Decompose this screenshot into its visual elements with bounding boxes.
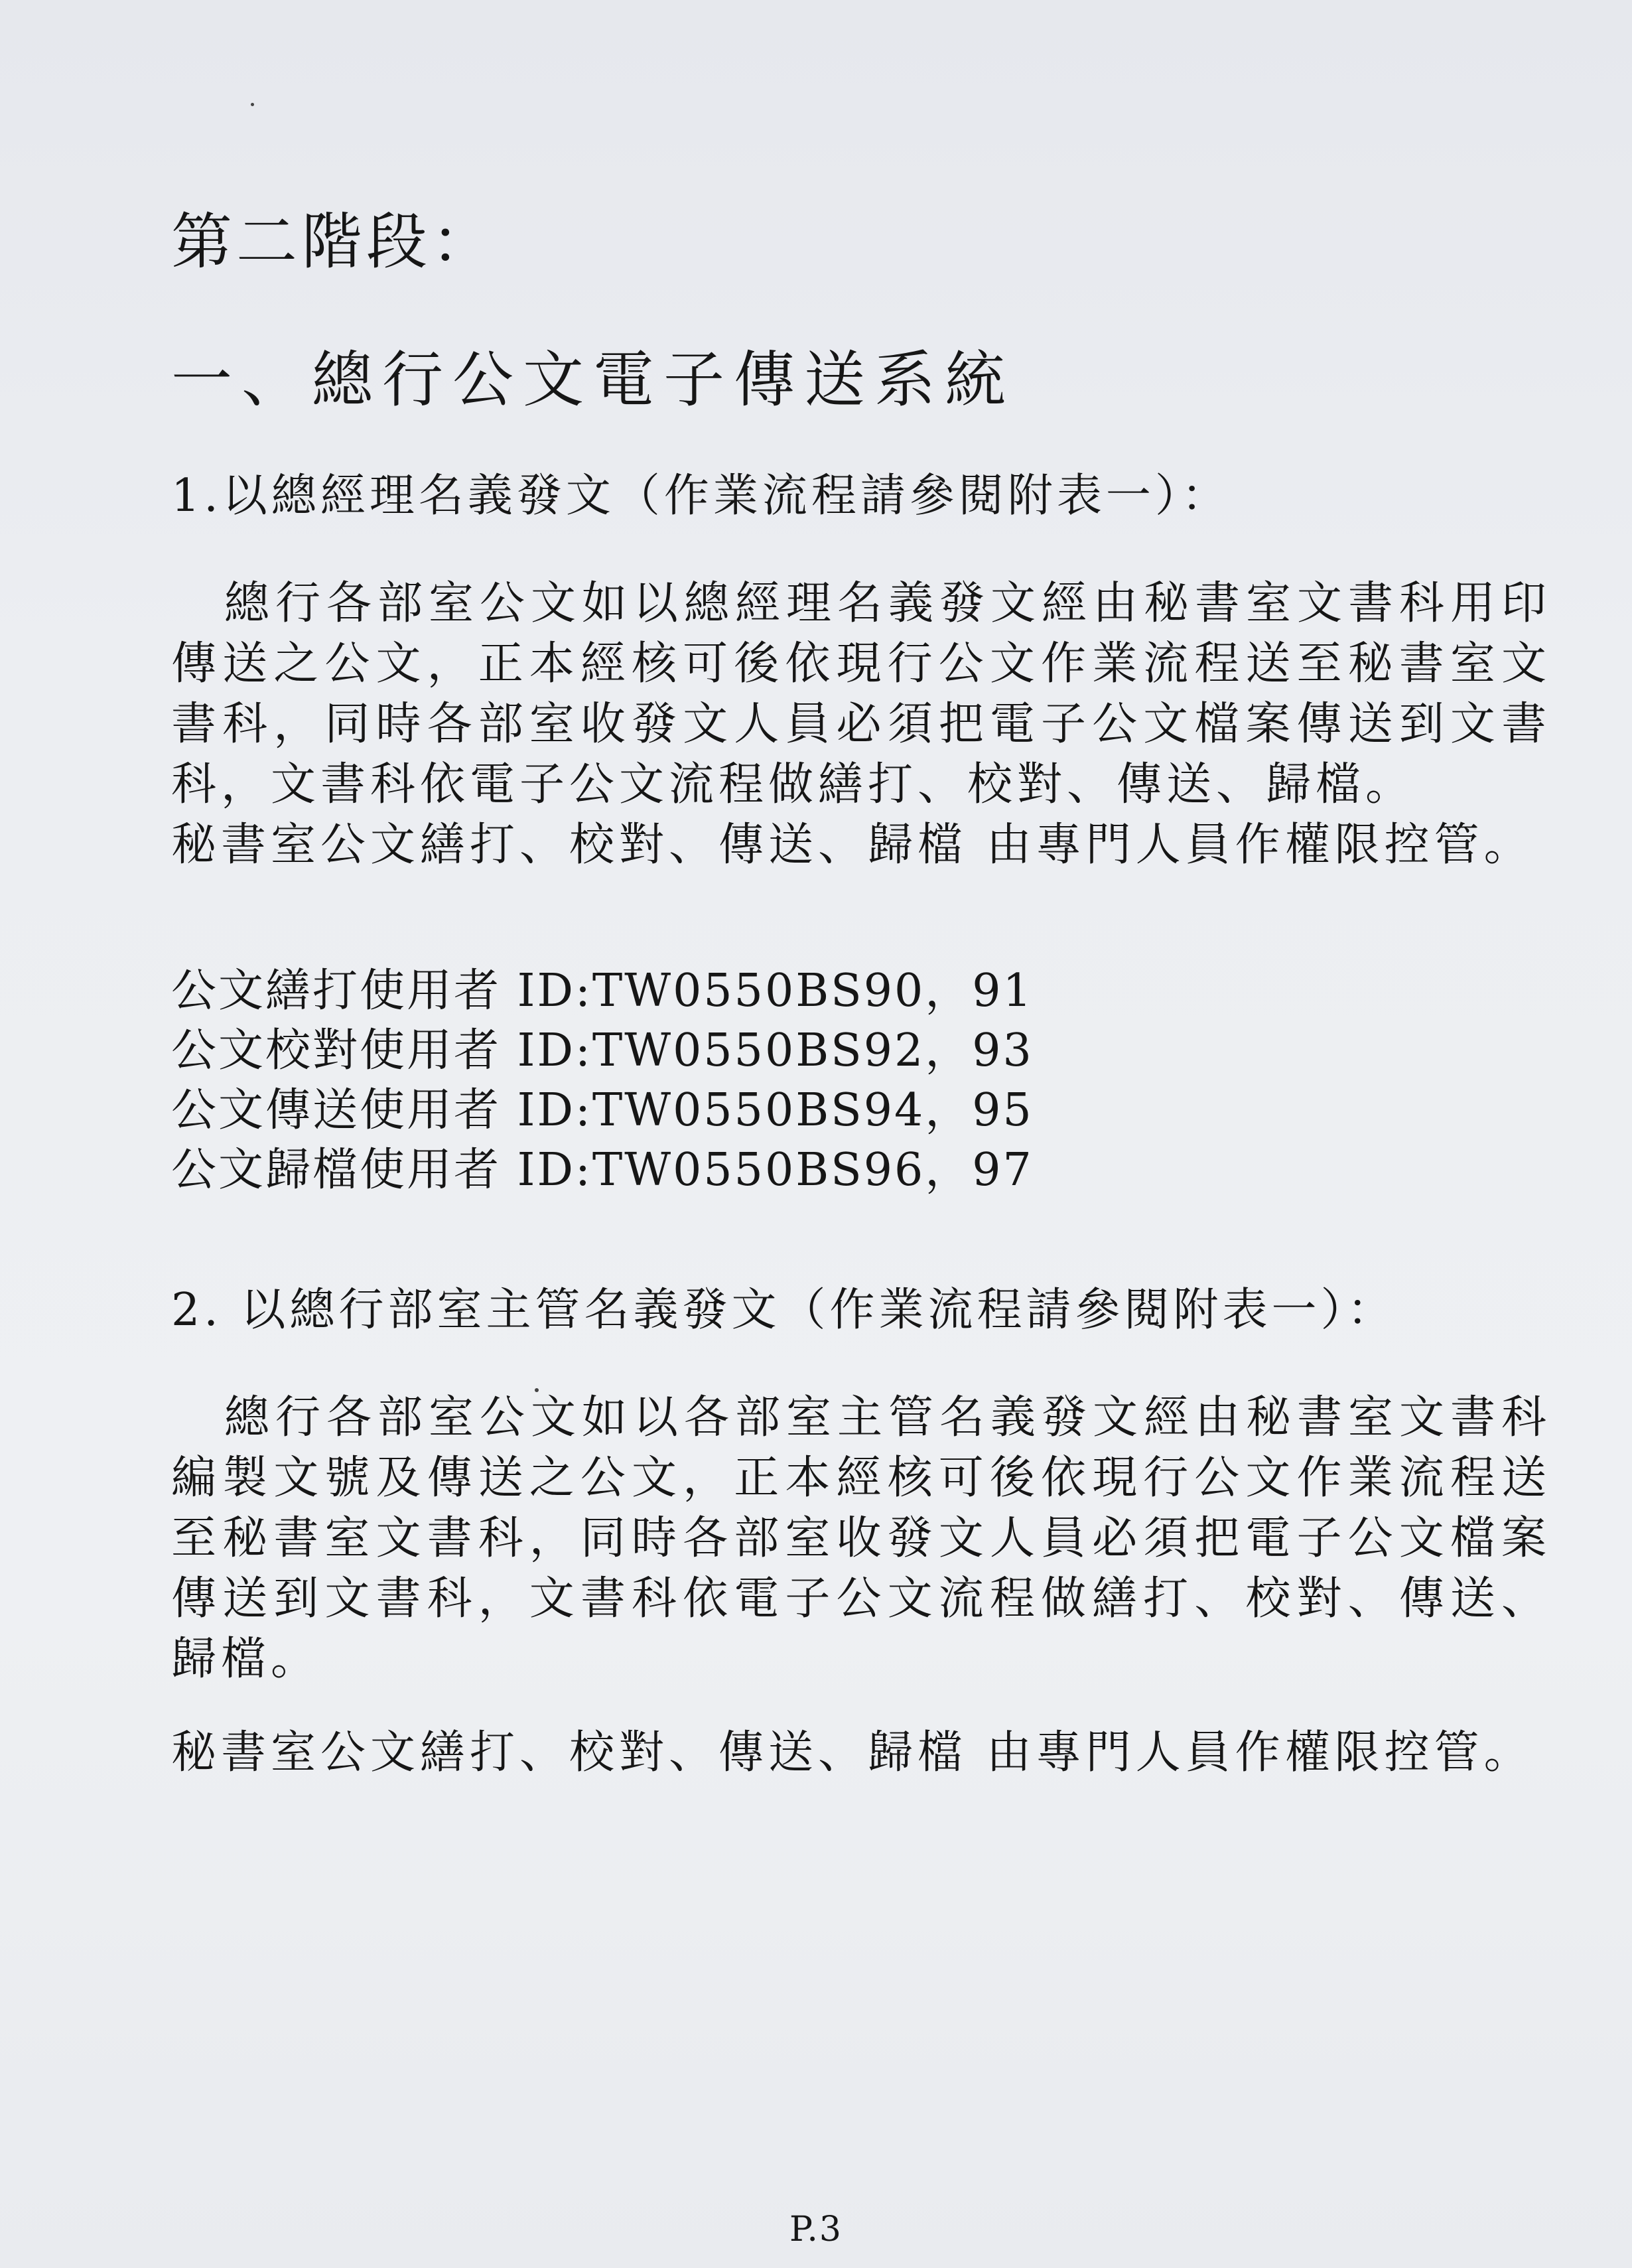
stage-title: 第二階段： (171, 206, 497, 277)
section-1-control-note: 秘書室公文繕打、校對、傳送、歸檔 由專門人員作權限控管。 (171, 819, 1534, 871)
user-id-item: 公文傳送使用者 ID:TW0550BS94，95 (171, 1084, 1034, 1137)
section-2-paragraph: 總行各部室公文如以各部室主管名義發文經由秘書室文書科編製文號及傳送之公文，正本經核可後依現行公文作業流程送至秘書室文書科，同時各部室收發文人員必須把電子公文檔案傳送到文書科，文書科依電子公文流程做繕打、校對、傳送、歸檔。 (171, 1391, 1551, 1685)
system-title: 一、總行公文電子傳送系統 (171, 344, 1016, 415)
user-id-item: 公文繕打使用者 ID:TW0550BS90，91 (171, 965, 1034, 1017)
speck (251, 103, 254, 106)
page-number: P.3 (789, 2210, 843, 2249)
user-id-list (171, 961, 1551, 1200)
section-2-control-note: 秘書室公文繕打、校對、傳送、歸檔 由專門人員作權限控管。 (171, 1727, 1534, 1779)
document-body (171, 199, 1551, 1783)
section-1-heading: 1.以總經理名義發文（作業流程請參閱附表一）： (171, 470, 1231, 522)
user-id-item: 公文歸檔使用者 ID:TW0550BS96，97 (171, 1144, 1034, 1196)
section-2-heading: 2. 以總行部室主管名義發文（作業流程請參閱附表一）： (171, 1284, 1396, 1336)
spacer (171, 1200, 1551, 1280)
user-id-item: 公文校對使用者 ID:TW0550BS92，93 (171, 1025, 1034, 1077)
section-1-paragraph: 總行各部室公文如以總經理名義發文經由秘書室文書科用印傳送之公文，正本經核可後依現行公文作業流程送至秘書室文書科，同時各部室收發文人員必須把電子公文檔案傳送到文書科，文書科依電子公文流程做繕打、校對、傳送、歸檔。 (171, 577, 1551, 811)
